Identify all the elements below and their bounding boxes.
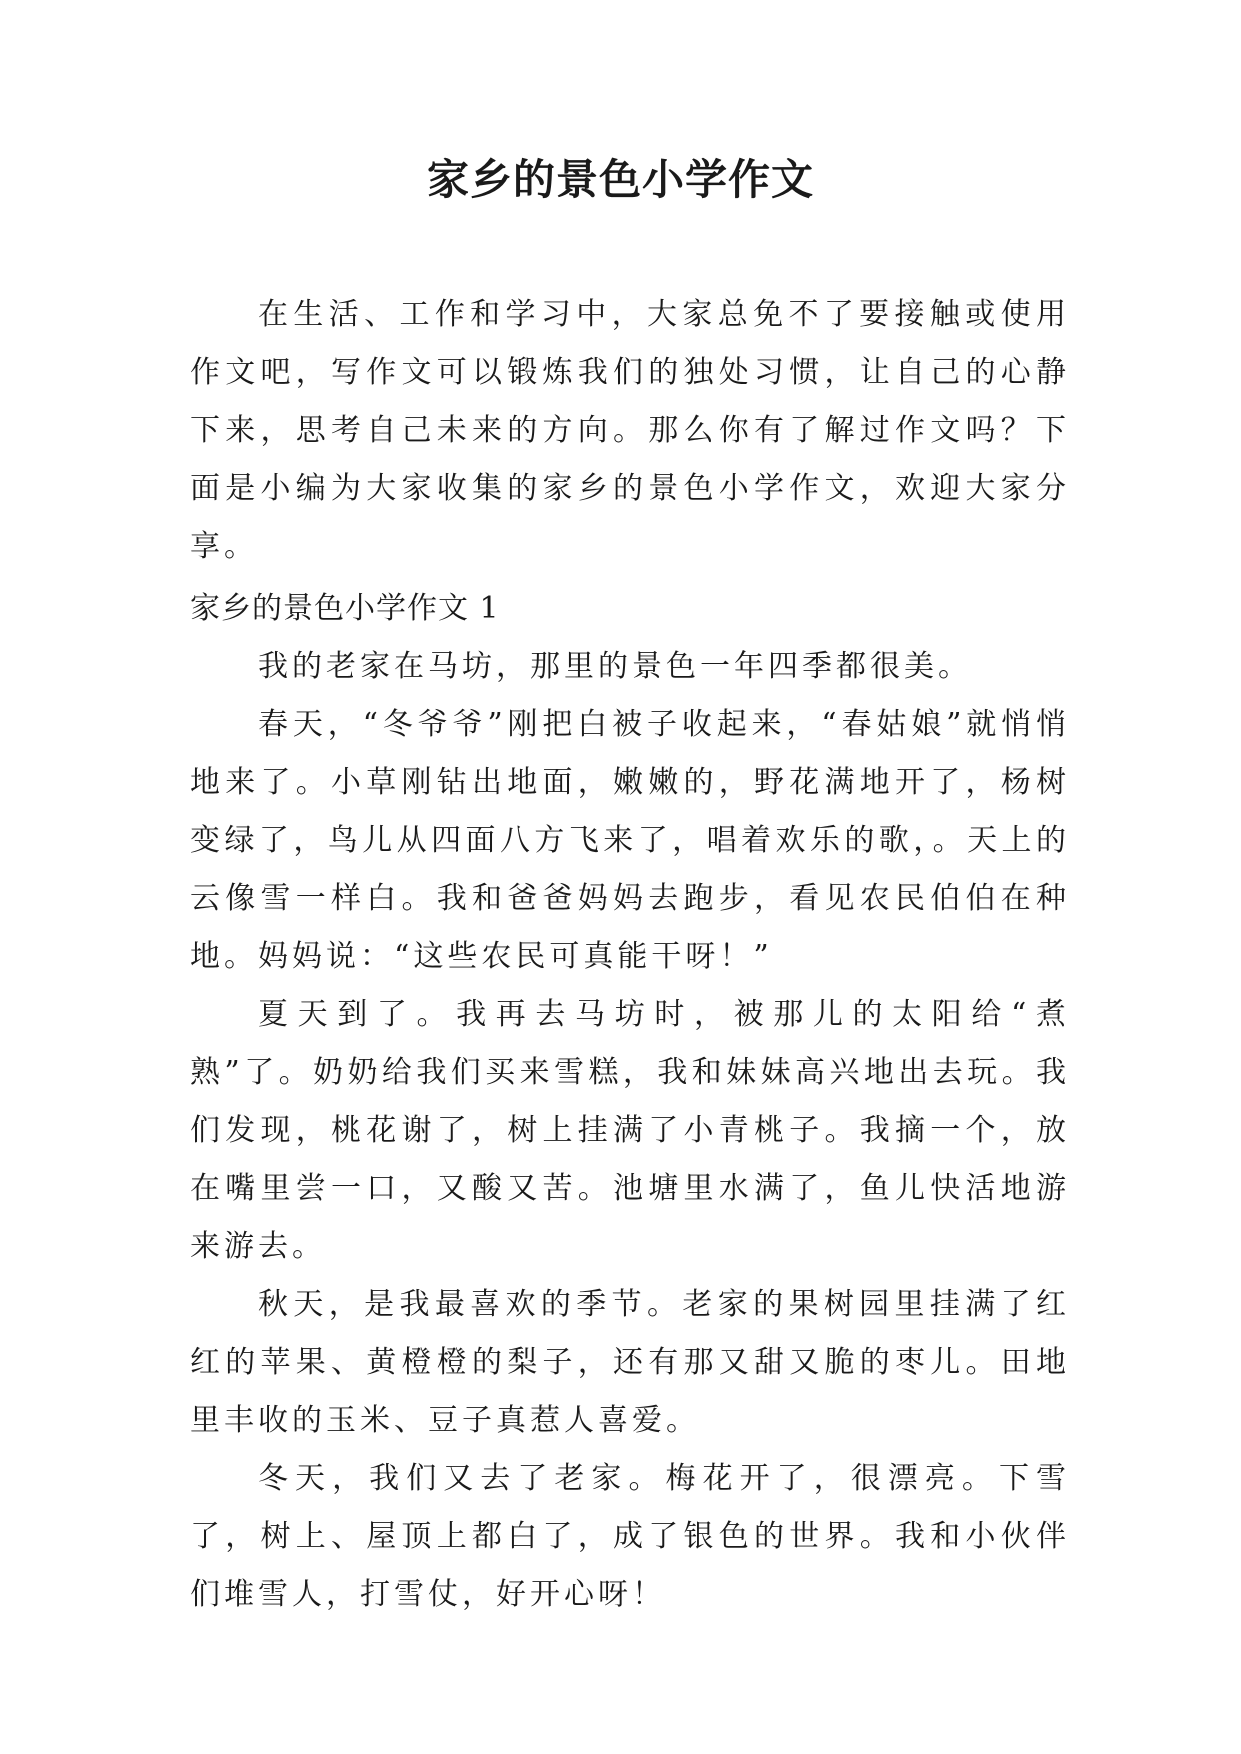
essay-paragraph: 秋天，是我最喜欢的季节。老家的果树园里挂满了红红的苹果、黄橙橙的梨子，还有那又甜又脆的枣儿。田地里丰收的玉米、豆子真惹人喜爱。 (190, 1287, 1070, 1438)
essay-paragraph: 春天，“冬爷爷”刚把白被子收起来，“春姑娘”就悄悄地来了。小草刚钻出地面，嫩嫩的，野花满地开了，杨树变绿了，鸟儿从四面八方飞来了，唱着欢乐的歌，。天上的云像雪一样白。我和爸爸妈妈去跑步，看见农民伯伯在种地。妈妈说：“这些农民可真能干呀！” (190, 707, 1070, 974)
essay-paragraph: 我的老家在马坊，那里的景色一年四季都很美。 (258, 649, 972, 684)
essay-heading: 家乡的景色小学作文 1 (190, 591, 500, 626)
document-title: 家乡的景色小学作文 (426, 155, 814, 204)
essay-paragraph: 夏天到了。我再去马坊时，被那儿的太阳给“煮熟”了。奶奶给我们买来雪糕，我和妹妹高兴地出去玩。我们发现，桃花谢了，树上挂满了小青桃子。我摘一个，放在嘴里尝一口，又酸又苦。池塘里水满了，鱼儿快活地游来游去。 (190, 997, 1070, 1264)
essay-paragraph: 冬天，我们又去了老家。梅花开了，很漂亮。下雪了，树上、屋顶上都白了，成了银色的世界。我和小伙伴们堆雪人，打雪仗，好开心呀！ (190, 1461, 1070, 1612)
intro-paragraph: 在生活、工作和学习中，大家总免不了要接触或使用作文吧，写作文可以锻炼我们的独处习惯，让自己的心静下来，思考自己未来的方向。那么你有了解过作文吗？下面是小编为大家收集的家乡的景色小学作文，欢迎大家分享。 (190, 297, 1070, 564)
essay-body (190, 638, 1070, 1624)
